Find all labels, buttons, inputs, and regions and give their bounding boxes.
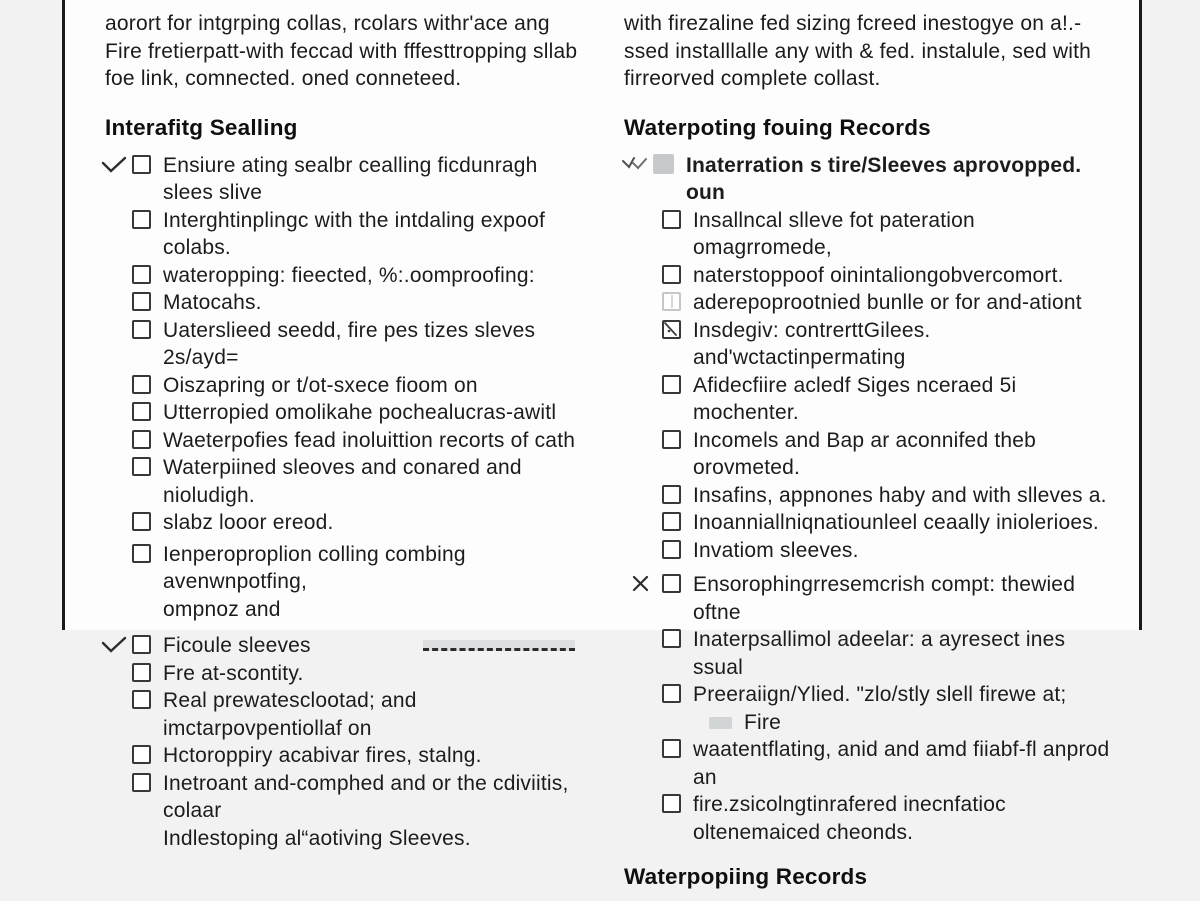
checklist-right <box>622 152 1110 847</box>
check-mark-icon <box>101 155 128 175</box>
item-text: Oiszapring or t/ot-sxece fioom on <box>163 373 478 397</box>
checkbox-empty <box>132 155 151 174</box>
checklist-item <box>662 537 1110 565</box>
item-text: slabz looor ereod. <box>163 511 334 534</box>
checklist-left <box>103 152 585 853</box>
checkbox-empty <box>662 485 681 504</box>
checklist-item <box>132 262 585 290</box>
checklist-item <box>132 660 585 688</box>
checkbox-empty <box>662 375 681 394</box>
checklist-item <box>662 791 1110 846</box>
right-column <box>622 6 1110 901</box>
checkbox-empty <box>132 292 151 311</box>
gray-chip-icon <box>709 717 732 729</box>
item-text: Preeraiign/Ylied. "zlo/stly slell firewe at;Fire <box>693 683 1067 734</box>
checkbox-empty <box>132 265 151 284</box>
checkbox-empty <box>132 544 151 563</box>
intro-paragraph: aorort for intgrping collas, rcolars withr'ace ang Fire fretierpatt-with feccad with fffesttropping sllab foe link, comnected. oned conneteed. <box>105 12 578 90</box>
item-text: aderepoprootnied bunlle or for and-ationt <box>693 291 1082 314</box>
item-text: Insallncal slleve fot pateration omagrromede, <box>693 208 975 259</box>
checklist-item <box>132 399 585 427</box>
checkbox-empty <box>132 635 151 654</box>
checkbox-empty <box>662 684 681 703</box>
item-text: fire.zsicolngtinrafered inecnfatioc oltenemaiced cheonds. <box>681 791 1110 846</box>
item-text-suffix: Fire <box>744 710 781 734</box>
item-text: Insafins, appnones haby and with slleves a. <box>693 483 1107 507</box>
checklist-item <box>662 571 1110 626</box>
checkbox-faint <box>662 292 681 311</box>
item-text: Hctoroppiry acabivar fires, stalng. <box>163 744 482 767</box>
x-mark-icon <box>631 574 658 594</box>
dashed-line <box>423 640 575 651</box>
checklist-item <box>132 427 585 455</box>
checklist-item <box>132 742 585 770</box>
item-text: Insdegiv: contrerttGilees. and'wctactinpermating <box>693 318 931 369</box>
checklist-item <box>132 632 585 660</box>
checklist-item <box>132 152 585 207</box>
checklist-item <box>132 687 585 742</box>
item-text: Invatiom sleeves. <box>693 538 859 562</box>
checkbox-empty <box>662 574 681 593</box>
checkbox-empty <box>662 629 681 648</box>
checkbox-empty <box>132 430 151 449</box>
checklist-item <box>662 736 1110 791</box>
section-heading-left: Interafitg Sealling <box>105 114 298 140</box>
checklist-item <box>662 289 1110 317</box>
checklist-item <box>132 454 585 509</box>
checklist-item <box>132 541 585 624</box>
checklist-item <box>132 372 585 400</box>
item-text-continuation: ompnoz and <box>163 597 281 621</box>
intro-paragraph: with firezaline fed sizing fcreed inestogye on a!.-ssed installlalle any with & fed. instalule, sed with firreorved complete collast. <box>624 12 1092 90</box>
checkbox-empty <box>662 739 681 758</box>
checkbox-empty <box>132 512 151 531</box>
item-text: Fre at-scontity. <box>163 661 304 685</box>
checkbox-empty <box>132 690 151 709</box>
item-text: Uaterslieed seedd, fire pes tizes sleves 2s/ayd= <box>163 318 536 369</box>
checklist-item <box>662 207 1110 262</box>
item-text: Inaterration s tire/Sleeves aprovopped. oun <box>686 153 1082 204</box>
checkbox-gray <box>653 154 674 174</box>
checkbox-empty <box>132 457 151 476</box>
checklist-item <box>662 482 1110 510</box>
item-text: Ienperoproplion colling combing avenwnpotfing, ompnoz and <box>151 541 585 624</box>
item-text: Utterropied omolikahe pochealucras-awitl <box>163 401 557 424</box>
checkbox-empty <box>132 773 151 792</box>
checkbox-empty <box>132 210 151 229</box>
checkbox-empty <box>662 794 681 813</box>
item-text: Ensiure ating sealbr cealling ficdunragh slees slive <box>163 153 538 204</box>
checkbox-empty <box>132 663 151 682</box>
checkbox-empty <box>662 430 681 449</box>
checklist-item <box>662 626 1110 681</box>
checklist-item <box>653 152 1110 207</box>
checklist-item <box>132 317 585 372</box>
checkbox-empty <box>662 210 681 229</box>
item-text: Inetroant and-comphed and or the cdiviitis, colaar Indlestoping al“aotiving Sleeves. <box>151 770 585 853</box>
checkbox-empty <box>662 540 681 559</box>
checklist-item <box>662 681 1110 736</box>
item-text-continuation: Indlestoping al“aotiving Sleeves. <box>163 826 471 850</box>
checklist-item <box>662 427 1110 482</box>
item-text: waatentflating, anid and amd fiiabf-fl anprod an <box>693 738 1110 789</box>
item-text: Incomels and Bap ar aconnifed theb orovmeted. <box>693 428 1037 479</box>
check-mark-icon <box>101 635 128 655</box>
item-text: Ficoule sleeves <box>163 634 311 657</box>
item-text: wateropping: fieected, %:.oomproofing: <box>163 263 535 287</box>
section-heading-right: Waterpoting fouing Records <box>624 114 931 140</box>
checkbox-empty <box>132 745 151 764</box>
scribble-mark-icon <box>622 155 649 175</box>
checklist-item <box>132 509 585 537</box>
checkbox-empty <box>662 512 681 531</box>
item-text: Waterpiined sleoves and conared and nioludigh. <box>163 456 522 507</box>
left-column <box>103 6 585 852</box>
item-text: Afidecfiire acledf Siges nceraed 5i mochenter. <box>693 373 1017 424</box>
page-right-border <box>1139 0 1142 630</box>
checklist-item <box>662 509 1110 537</box>
item-text: Ensorophingrresemcrish compt: thewied oftne <box>693 573 1076 624</box>
checkbox-empty <box>132 402 151 421</box>
item-text: naterstoppoof oinintaliongobvercomort. <box>693 263 1064 287</box>
checklist-item <box>662 372 1110 427</box>
checkbox-empty <box>132 375 151 394</box>
checkbox-diag <box>662 320 681 339</box>
section-heading-bottom: Waterpopiing Records <box>624 864 868 889</box>
item-text: Real prewatesclootad; and imctarpovpentiollaf on <box>163 689 417 740</box>
checklist-item <box>132 770 585 853</box>
checklist-item <box>132 207 585 262</box>
item-text: Waeterpofies fead inoluittion recorts of cath <box>163 428 576 452</box>
item-text: Inaterpsallimol adeelar: a ayresect ines ssual <box>693 628 1066 679</box>
checklist-item <box>662 317 1110 372</box>
item-text-continuation: oltenemaiced cheonds. <box>693 820 914 844</box>
checklist-item <box>132 289 585 317</box>
checklist-item <box>662 262 1110 290</box>
checkbox-empty <box>662 265 681 284</box>
item-text: Interghtinplingc with the intdaling expoof colabs. <box>163 208 545 259</box>
item-text: Matocahs. <box>163 291 262 314</box>
item-text: Inoanniallniqnatiounleel ceaally iniolerioes. <box>693 511 1099 534</box>
checkbox-empty <box>132 320 151 339</box>
page-left-border <box>62 0 65 630</box>
